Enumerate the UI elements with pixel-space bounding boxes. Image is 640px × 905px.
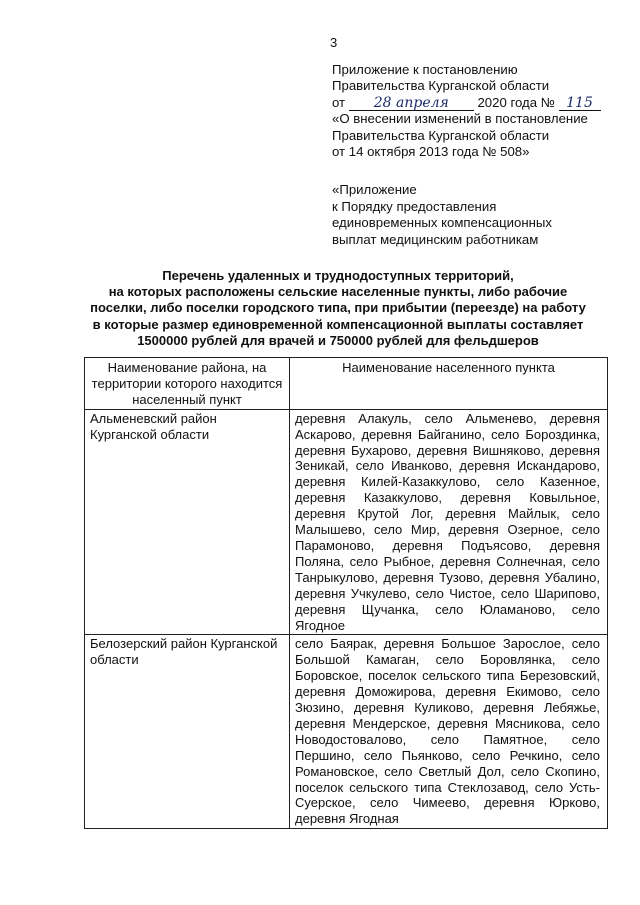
sub-appendix-line: выплат медицинским работникам: [332, 231, 539, 247]
sub-appendix-line: «Приложение: [332, 182, 417, 198]
table-row: [85, 409, 608, 635]
district-cell: Белозерский район Курганской области: [85, 635, 290, 829]
settlements-cell: деревня Алакуль, село Альменево, деревня Аскарово, деревня Байганино, село Бороздинка, деревня Бухарово, деревня Вишняково, деревня Зеникай, село Иванково, деревня Искандарово, деревня Килей-Казаккулово, село Казенное, деревня Казаккулово, деревня Ковыльное, деревня Крутой Лог, деревня Майлык, село Малышево, село Мир, деревня Озерное, село Парамоново, деревня Подъясово, деревня Поляна, село Рыбное, деревня Солнечная, село Танрыкулово, деревня Тузово, деревня Убалино, деревня Учкулево, село Чистое, село Шарипово, деревня Щучанка, село Юламаново, село Ягодное: [290, 409, 608, 635]
table-row: [85, 635, 608, 829]
appendix-date-line: [332, 95, 632, 111]
handwritten-number: 115: [559, 96, 601, 111]
settlements-cell: село Баярак, деревня Большое Зарослое, село Большой Камаган, село Боровлянка, село Боровское, поселок сельского типа Березовский, деревня Доможирова, деревня Екимово, село Зюзино, деревня Куликово, деревня Лебяжье, деревня Мендерское, деревня Мясникова, село Новодостовалово, село Памятное, село Першино, село Пьянково, село Речкино, село Романовское, село Светлый Дол, село Скопино, поселок сельского типа Стеклозавод, село Усть-Суерское, село Чимеево, деревня Юрково, деревня Ягодная: [290, 635, 608, 829]
page-number: 3: [330, 35, 338, 50]
title-line: на которых расположены сельские населенные пункты, либо рабочие: [108, 284, 568, 300]
year-text: 2020 года №: [477, 94, 555, 110]
appendix-line: Правительства Курганской области: [332, 78, 550, 94]
title-line: поселки, либо поселки городского типа, при прибытии (переезде) на работу: [90, 300, 586, 316]
amendment-line: Правительства Курганской области: [332, 127, 550, 143]
sub-appendix-line: к Порядку предоставления: [332, 198, 497, 214]
table-header-row: [85, 358, 608, 410]
district-cell: Альменевский район Курганской области: [85, 409, 290, 635]
appendix-line: Приложение к постановлению: [332, 62, 518, 77]
amendment-line: «О внесении изменений в постановление: [332, 111, 588, 127]
header-district: Наименование района, на территории которого находится населенный пункт: [85, 358, 290, 410]
amendment-line: от 14 октября 2013 года № 508»: [332, 144, 530, 160]
from-prefix: от: [332, 94, 346, 110]
sub-appendix-line: единовременных компенсационных: [332, 215, 552, 231]
handwritten-date: 28 апреля: [349, 96, 474, 111]
title-line: Перечень удаленных и труднодоступных территорий,: [162, 268, 514, 283]
territories-table: [84, 357, 608, 829]
title-line: в которые размер единовременной компенсационной выплаты составляет: [92, 316, 584, 332]
appendix-block: [332, 62, 632, 248]
document-title: [72, 268, 604, 349]
header-settlement: Наименование населенного пункта: [290, 358, 608, 410]
title-line: 1500000 рублей для врачей и 750000 рублей для фельдшеров: [137, 332, 539, 348]
